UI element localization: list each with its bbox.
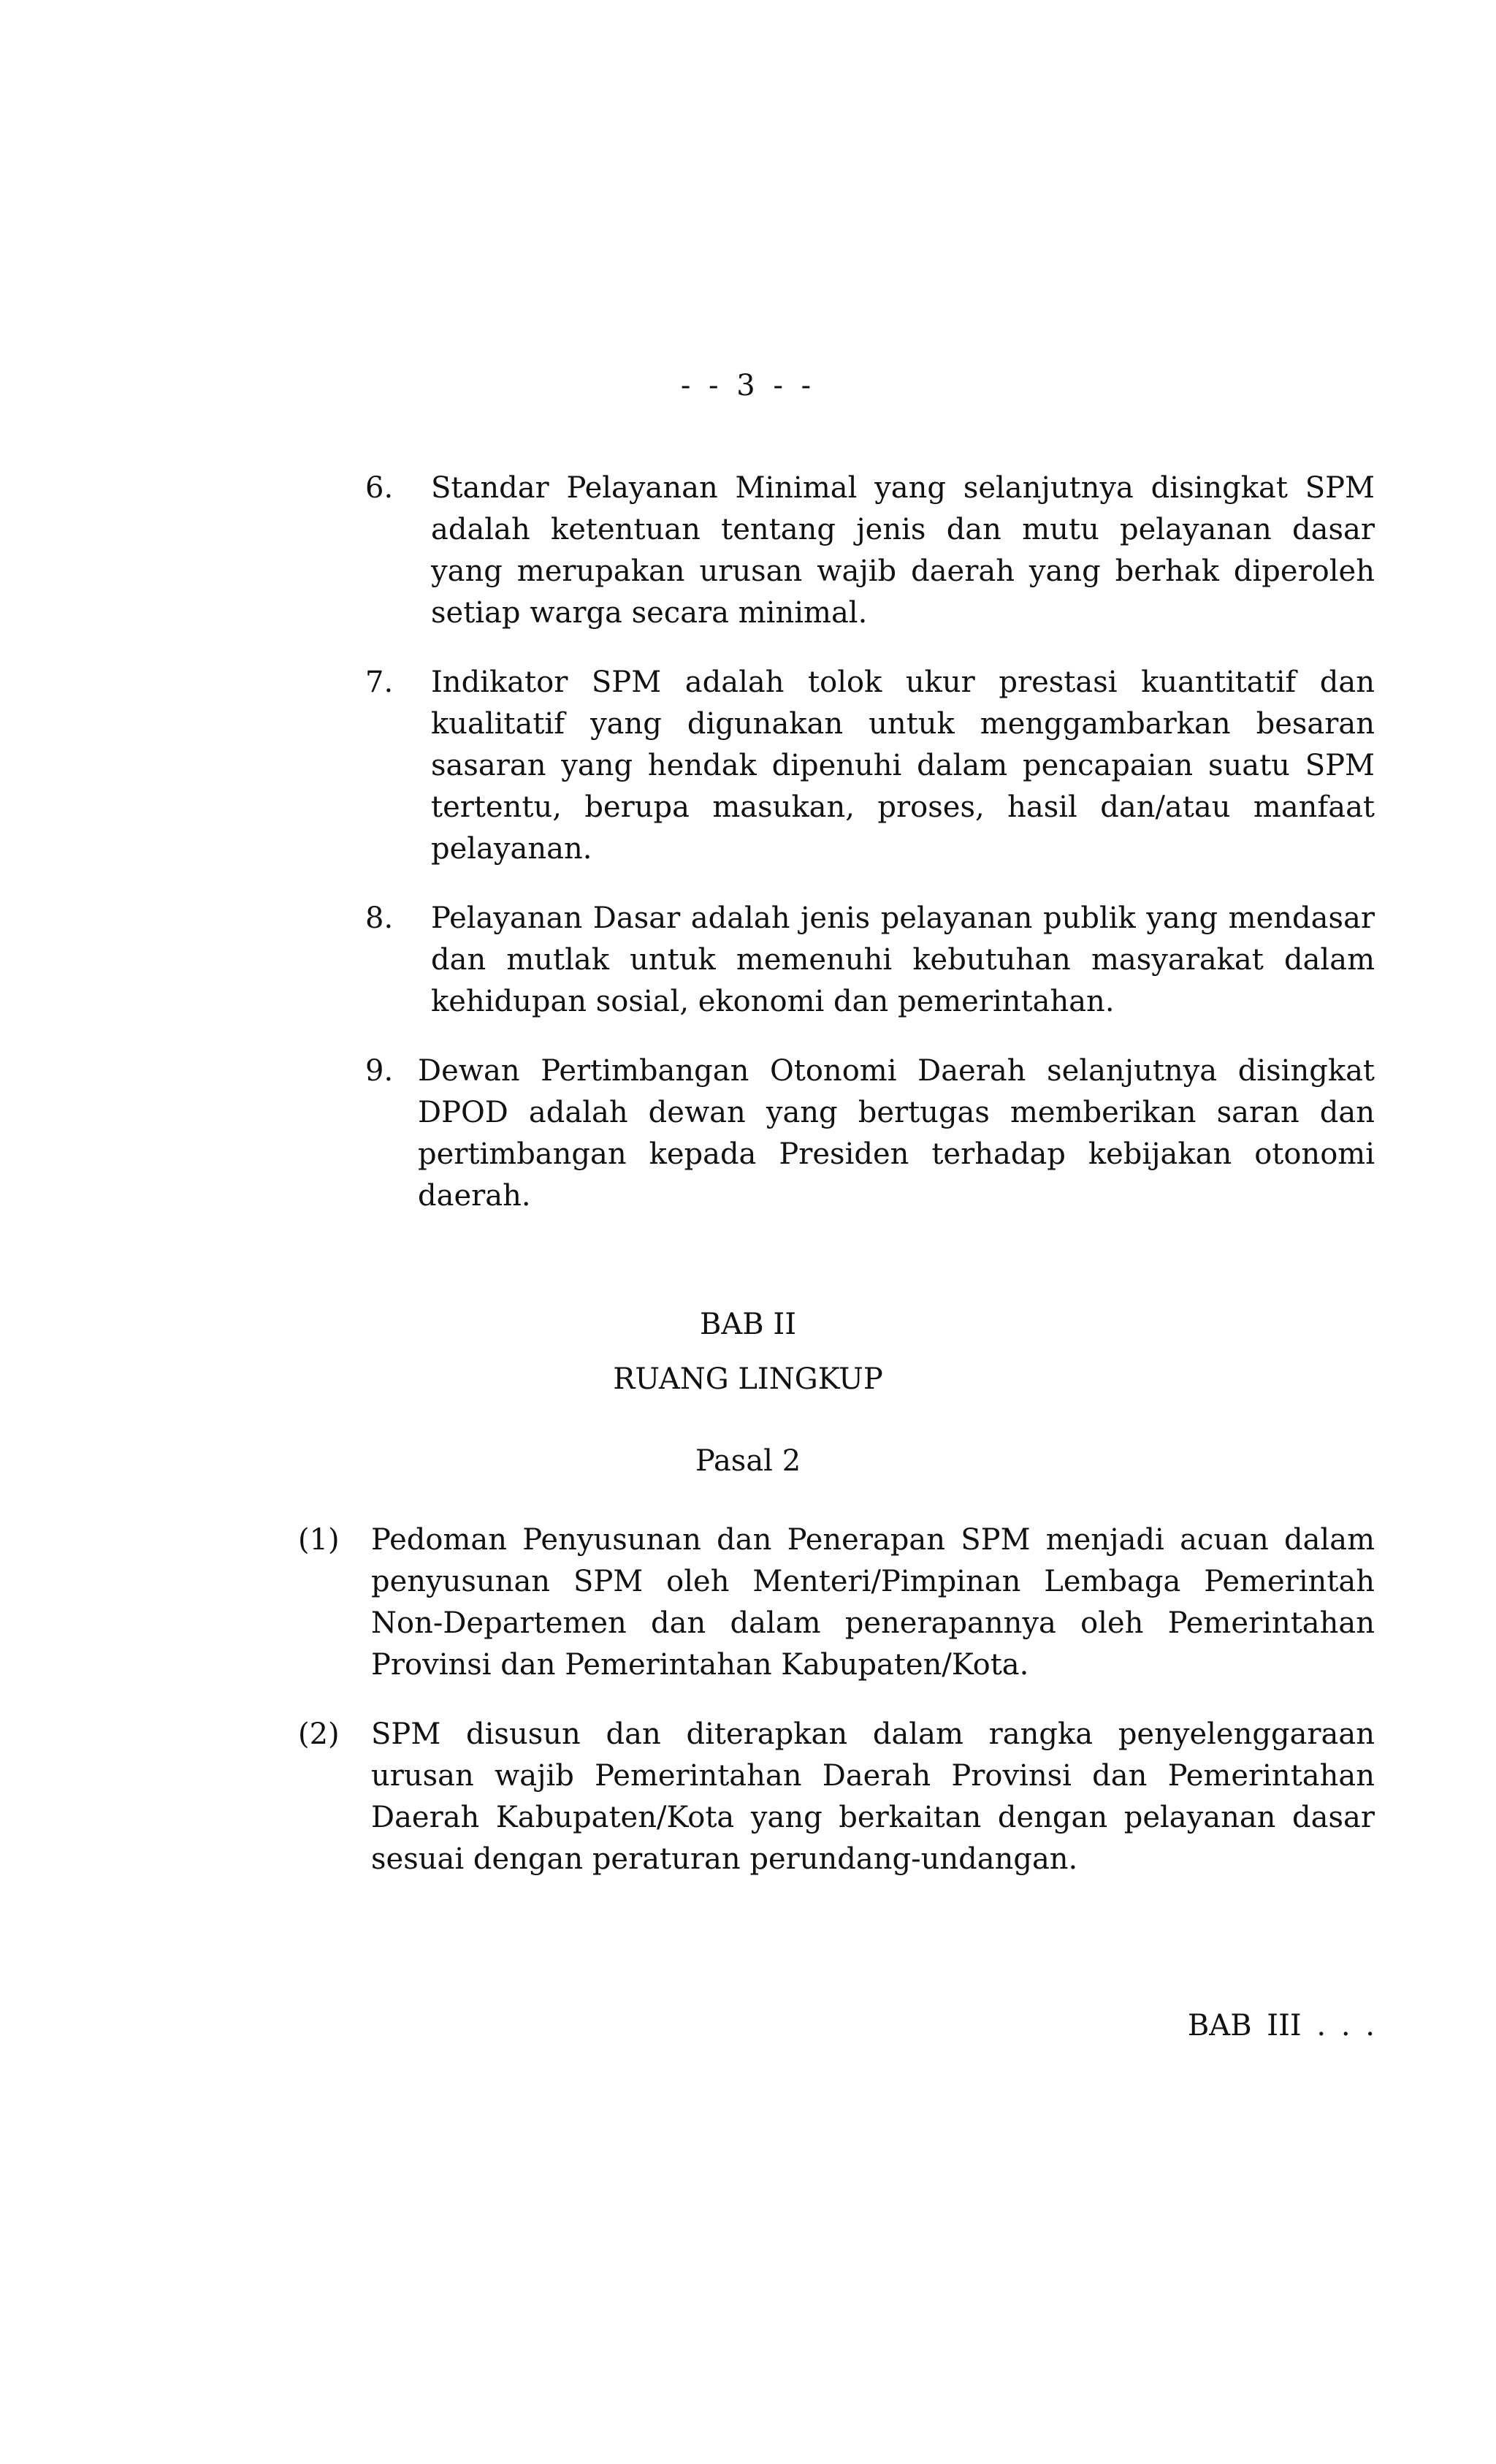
chapter-subtitle: RUANG LINGKUP bbox=[613, 1362, 883, 1396]
clause-number: (1) bbox=[298, 1523, 340, 1557]
continuation-marker: BAB III . . . bbox=[1187, 2009, 1375, 2042]
clause-text: Pedoman Penyusunan dan Penerapan SPM menjadi acuan dalam penyusunan SPM oleh Menteri/Pimpinan Lembaga Pemerintah Non-Departemen dan dalam penerapannya oleh Pemerintahan Provinsi dan Pemerintahan Kabupaten/Kota. bbox=[371, 1523, 1375, 1682]
article-heading: Pasal 2 bbox=[695, 1444, 801, 1478]
definition-item-8 bbox=[365, 898, 1375, 1023]
definition-number: 6. bbox=[365, 471, 394, 505]
definition-number: 9. bbox=[365, 1054, 394, 1088]
definition-text: Dewan Pertimbangan Otonomi Daerah selanjutnya disingkat DPOD adalah dewan yang bertugas memberikan saran dan pertimbangan kepada Presiden terhadap kebijakan otonomi daerah. bbox=[418, 1054, 1375, 1213]
clause-item-1 bbox=[298, 1519, 1375, 1686]
definition-item-6 bbox=[365, 468, 1375, 634]
definition-number: 8. bbox=[365, 901, 394, 935]
clause-text: SPM disusun dan diterapkan dalam rangka penyelenggaraan urusan wajib Pemerintahan Daerah Provinsi dan Pemerintahan Daerah Kabupaten/Kota yang berkaitan dengan pelayanan dasar sesuai dengan peraturan perundang-undangan. bbox=[371, 1717, 1375, 1876]
clause-list bbox=[298, 1519, 1375, 1908]
page-number: - - 3 - - bbox=[680, 369, 816, 403]
clause-number: (2) bbox=[298, 1717, 340, 1751]
definition-text: Pelayanan Dasar adalah jenis pelayanan publik yang mendasar dan mutlak untuk memenuhi kebutuhan masyarakat dalam kehidupan sosial, ekonomi dan pemerintahan. bbox=[431, 901, 1375, 1018]
definition-list bbox=[365, 468, 1375, 1245]
chapter-title: BAB II bbox=[700, 1308, 796, 1341]
clause-item-2 bbox=[298, 1714, 1375, 1880]
definition-item-9 bbox=[365, 1050, 1375, 1217]
definition-text: Indikator SPM adalah tolok ukur prestasi kuantitatif dan kualitatif yang digunakan untuk menggambarkan besaran sasaran yang hendak dipenuhi dalam pencapaian suatu SPM tertentu, berupa masukan, proses, hasil dan/atau manfaat pelayanan. bbox=[431, 665, 1375, 866]
definition-text: Standar Pelayanan Minimal yang selanjutnya disingkat SPM adalah ketentuan tentang jenis dan mutu pelayanan dasar yang merupakan urusan wajib daerah yang berhak diperoleh setiap warga secara minimal. bbox=[431, 471, 1375, 630]
definition-number: 7. bbox=[365, 665, 394, 699]
definition-item-7 bbox=[365, 662, 1375, 870]
